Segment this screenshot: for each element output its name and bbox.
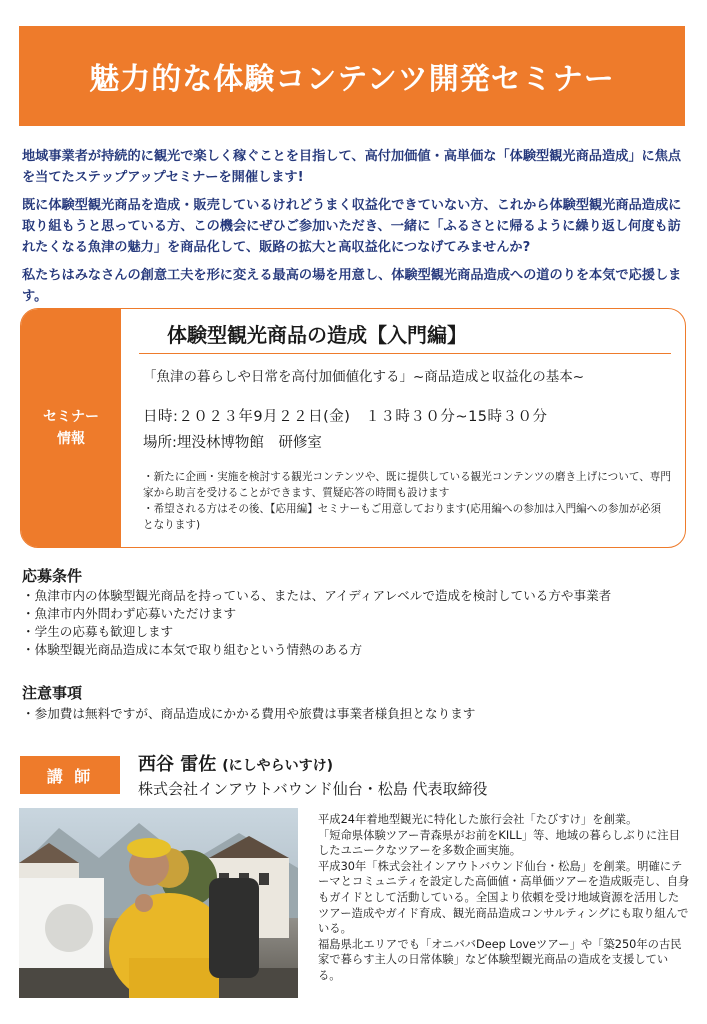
seminar-date: 日時:２０２３年9月２２日(金) １３時３０分~15時３０分 (143, 409, 548, 425)
intro-text (22, 146, 688, 314)
bio-paragraph: 「短命県体験ツアー青森県がお前をKILL」等、地域の暮らしぶりに注目したユニークなツアーを多数企画実施。 (318, 828, 680, 858)
page-title: 魅力的な体験コンテンツ開発セミナー (89, 62, 615, 97)
notice-item: ・ 参加費は無料ですが、商品造成にかかる費用や旅費は事業者様負担となります (22, 705, 475, 723)
lecturer-photo (19, 808, 298, 998)
requirement-item: ・ 魚津市内の体験型観光商品を持っている、または、アイディアレベルで造成を検討している方や事業者 (22, 587, 611, 605)
seminar-details (139, 309, 671, 547)
lecturer-name: 西谷 雷佐 (138, 754, 217, 775)
requirements-list (22, 587, 611, 659)
notice-heading: 注意事項 (22, 684, 83, 702)
seminar-notes (143, 469, 671, 533)
lecturer-name-reading: (にしやらいすけ) (222, 758, 334, 774)
notice-list (22, 705, 475, 723)
seminar-side-label (21, 309, 121, 547)
seminar-side-label-line1: セミナー (43, 409, 99, 425)
requirement-item: ・ 体験型観光商品造成に本気で取り組むという情熱のある方 (22, 641, 611, 659)
lecturer-name-line (138, 750, 333, 776)
requirement-item: ・ 学生の応募も歓迎します (22, 623, 611, 641)
title-banner (19, 26, 685, 126)
lecturer-photo-illustration (19, 808, 298, 998)
seminar-subtitle: 「魚津の暮らしや日常を高付加価値化する」~商品造成と収益化の基本~ (143, 369, 585, 385)
seminar-divider (139, 353, 671, 354)
intro-paragraph: 既に体験型観光商品を造成・販売しているけれどうまく収益化できていない方、これから体験型観光商品造成に取り組もうと思っている方、この機会にぜひご参加いただき、一緒に「ふるさとに帰るように繰り返し何度も訪れたくなる魚津の魅力」を商品化して、販路の拡大と高収益化につなげてみませんか? (22, 198, 682, 255)
lecturer-title: 株式会社インアウトバウンド仙台・松島 代表取締役 (138, 780, 488, 798)
bio-paragraph: 平成24年着地型観光に特化した旅行会社「たびすけ」を創業。 (318, 813, 638, 826)
requirements-heading: 応募条件 (22, 567, 83, 585)
bio-paragraph: 福島県北エリアでも「オニババDeep Loveツアー」や「築250年の古民家で暮らす主人の日常体験」など体験型観光商品の造成を支援している。 (318, 937, 682, 982)
bio-paragraph: 平成30年「株式会社インアウトバウンド仙台・松島」を創業。明確にテーマとコミュニティを設定した高価値・高単価ツアーを造成販売し、自身もガイドとして活動している。全国より依頼を受け地域資源を活用したツアー造成やガイド育成、観光商品造成コンサルティングにも取り組んでいる。 (318, 859, 690, 936)
lecturer-tag: 講 師 (20, 756, 120, 794)
seminar-note: ・新たに企画・実施を検討する観光コンテンツや、既に提供している観光コンテンツの磨き上げについて、専門家から助言を受けることができます、質疑応答の時間も設けます (143, 471, 671, 499)
seminar-place: 場所:埋没林博物館 研修室 (143, 435, 322, 451)
seminar-info-box (20, 308, 686, 548)
requirement-item: ・ 魚津市内外問わず応募いただけます (22, 605, 611, 623)
intro-paragraph: 私たちはみなさんの創意工夫を形に変える最高の場を用意し、体験型観光商品造成への道のりを本気で応援します。 (22, 268, 682, 304)
seminar-title: 体験型観光商品の造成【入門編】 (167, 323, 467, 347)
lecturer-bio (318, 812, 690, 984)
seminar-side-label-line2: 情報 (57, 431, 85, 447)
seminar-note: ・希望される方はその後、【応用編】セミナーもご用意しております(応用編への参加は入門編への参加が必須となります) (143, 503, 661, 531)
intro-paragraph: 地域事業者が持続的に観光で楽しく稼ぐことを目指して、高付加価値・高単価な「体験型観光商品造成」に焦点を当てたステップアップセミナーを開催します! (22, 149, 682, 185)
